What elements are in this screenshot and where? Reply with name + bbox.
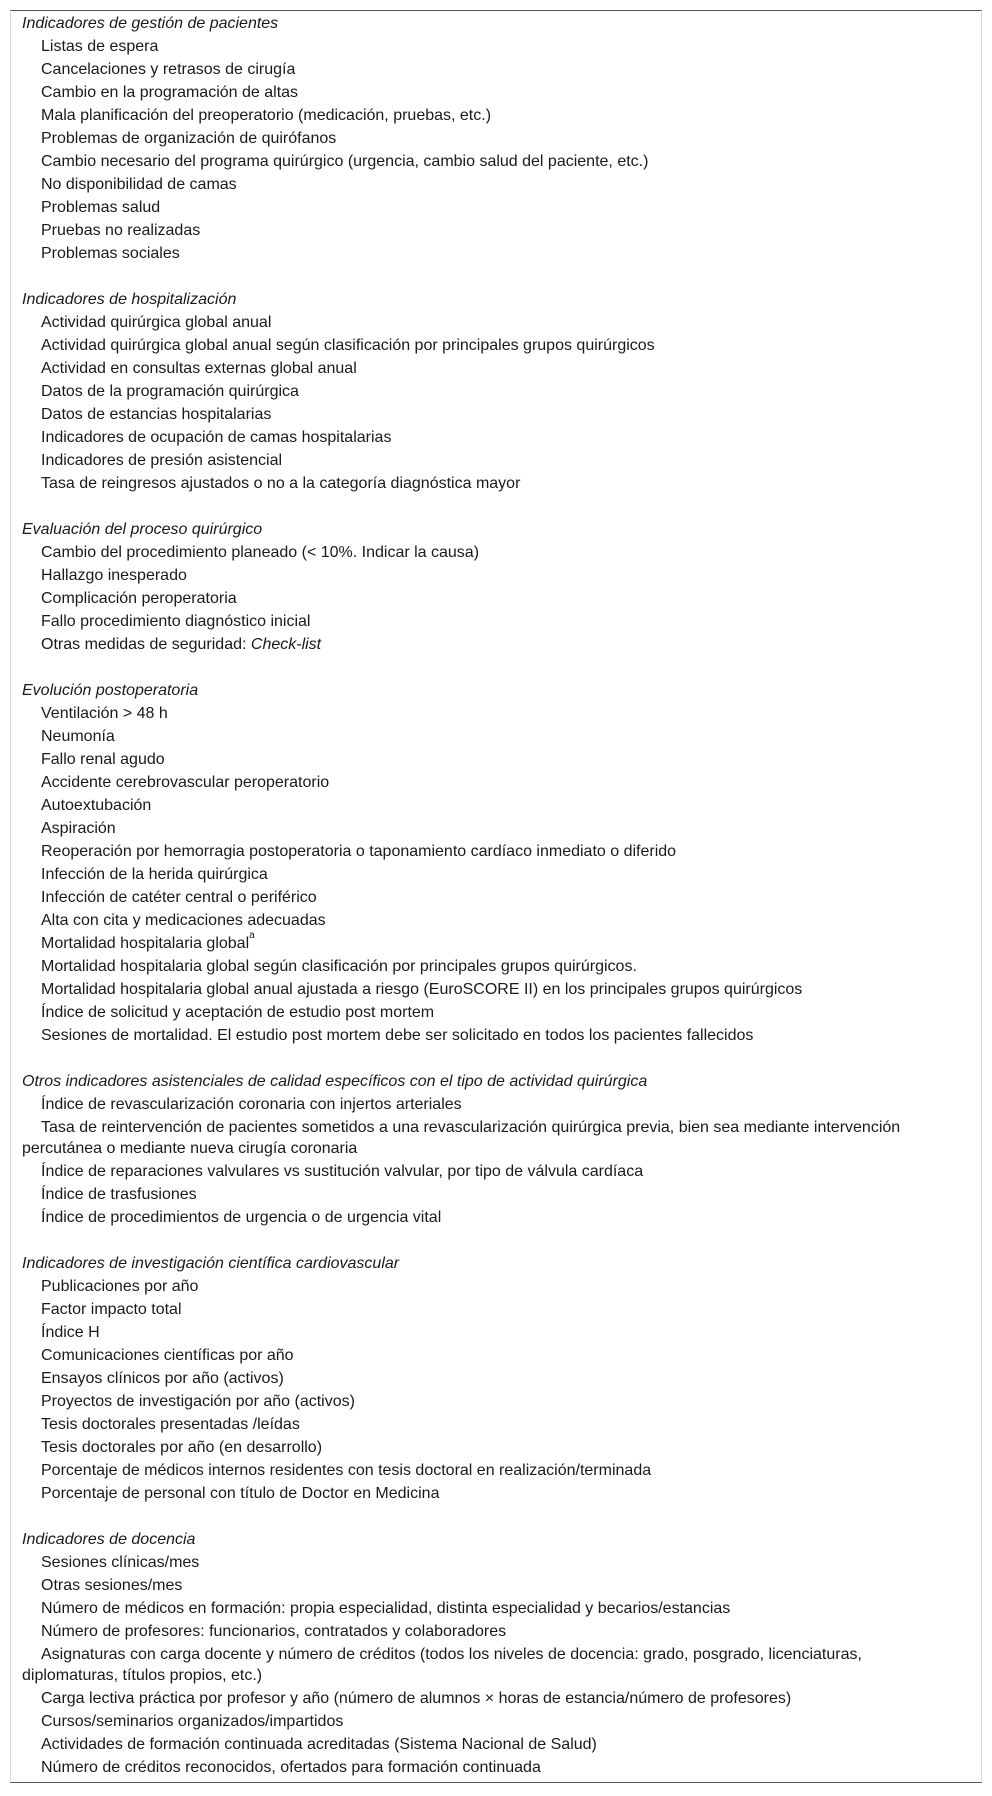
list-item: Cambio en la programación de altas (41, 84, 299, 101)
section-heading: Otros indicadores asistenciales de calidad específicos con el tipo de actividad quirúrgica (22, 1073, 648, 1090)
list-item: Listas de espera (41, 38, 159, 55)
list-item: Problemas sociales (41, 245, 180, 262)
section-heading: Indicadores de gestión de pacientes (22, 15, 279, 32)
list-item: Número de médicos en formación: propia especialidad, distinta especialidad y becarios/estancias (41, 1600, 731, 1617)
section-heading: Indicadores de hospitalización (22, 291, 237, 308)
list-item: Publicaciones por año (41, 1278, 199, 1295)
section-surgical-process (11, 518, 981, 656)
list-item: Pruebas no realizadas (41, 222, 201, 239)
list-item: Cambio necesario del programa quirúrgico (urgencia, cambio salud del paciente, etc.) (41, 153, 649, 170)
list-item: Actividad quirúrgica global anual (41, 314, 272, 331)
indicators-table (10, 10, 982, 1783)
list-item: No disponibilidad de camas (41, 176, 237, 193)
list-item: Porcentaje de personal con título de Doctor en Medicina (41, 1485, 440, 1502)
list-item: Factor impacto total (41, 1301, 182, 1318)
list-item: Número de profesores: funcionarios, contratados y colaboradores (41, 1623, 507, 1640)
list-item: Datos de estancias hospitalarias (41, 406, 272, 423)
list-item: Indicadores de ocupación de camas hospitalarias (41, 429, 392, 446)
list-item: Porcentaje de médicos internos residentes con tesis doctoral en realización/terminada (41, 1462, 652, 1479)
list-item: Complicación peroperatoria (41, 590, 237, 607)
list-item: Alta con cita y medicaciones adecuadas (41, 912, 326, 929)
list-item: Sesiones de mortalidad. El estudio post mortem debe ser solicitado en todos los pacientes fallecidos (41, 1027, 754, 1044)
list-item: Problemas de organización de quirófanos (41, 130, 337, 147)
list-item: Mala planificación del preoperatorio (medicación, pruebas, etc.) (41, 107, 492, 124)
list-item: Cancelaciones y retrasos de cirugía (41, 61, 296, 78)
footnote-marker: a (249, 930, 255, 941)
section-heading: Indicadores de investigación científica cardiovascular (22, 1255, 400, 1272)
list-item: Proyectos de investigación por año (activos) (41, 1393, 355, 1410)
list-item: Infección de la herida quirúrgica (41, 866, 268, 883)
list-item: Asignaturas con carga docente y número de créditos (todos los niveles de docencia: grado, posgrado, licenciaturas, diplomaturas, títulos propios, etc.) (22, 1646, 862, 1684)
list-item: Mortalidad hospitalaria global anual ajustada a riesgo (EuroSCORE II) en los principales grupos quirúrgicos (41, 981, 803, 998)
list-item: Índice de solicitud y aceptación de estudio post mortem (41, 1004, 435, 1021)
list-item: Fallo procedimiento diagnóstico inicial (41, 613, 311, 630)
list-item: Índice de reparaciones valvulares vs sustitución valvular, por tipo de válvula cardíaca (41, 1163, 644, 1180)
list-item: Cursos/seminarios organizados/impartidos (41, 1713, 344, 1730)
list-item: Reoperación por hemorragia postoperatoria o taponamiento cardíaco inmediato o diferido (41, 843, 677, 860)
list-item: Mortalidad hospitalaria global según clasificación por principales grupos quirúrgicos. (41, 958, 637, 975)
list-item-safety-measures (11, 633, 981, 656)
list-item: Tesis doctorales por año (en desarrollo) (41, 1439, 323, 1456)
list-item: Ventilación > 48 h (41, 705, 168, 722)
list-item: Carga lectiva práctica por profesor y año (número de alumnos × horas de estancia/número de profesores) (41, 1690, 792, 1707)
list-item: Tasa de reintervención de pacientes sometidos a una revascularización quirúrgica previa, bien sea mediante intervención percutánea o mediante nueva cirugía coronaria (22, 1119, 901, 1157)
section-patient-management (11, 12, 981, 265)
section-heading: Indicadores de docencia (22, 1531, 196, 1548)
section-hospitalization (11, 288, 981, 495)
list-item: Actividades de formación continuada acreditadas (Sistema Nacional de Salud) (41, 1736, 597, 1753)
section-research (11, 1252, 981, 1505)
section-heading: Evaluación del proceso quirúrgico (22, 521, 263, 538)
list-item: Índice de trasfusiones (41, 1186, 197, 1203)
list-item: Accidente cerebrovascular peroperatorio (41, 774, 330, 791)
list-item: Comunicaciones científicas por año (41, 1347, 294, 1364)
list-item: Otras sesiones/mes (41, 1577, 183, 1594)
list-item: Índice de procedimientos de urgencia o de urgencia vital (41, 1209, 442, 1226)
list-item: Índice de revascularización coronaria con injertos arteriales (41, 1096, 462, 1113)
section-teaching (11, 1528, 981, 1779)
list-item: Tasa de reingresos ajustados o no a la categoría diagnóstica mayor (41, 475, 521, 492)
list-item: Tesis doctorales presentadas /leídas (41, 1416, 300, 1433)
list-item: Neumonía (41, 728, 115, 745)
list-item: Ensayos clínicos por año (activos) (41, 1370, 284, 1387)
section-quality-indicators (11, 1070, 981, 1229)
list-item-mortality (11, 932, 981, 955)
list-item: Datos de la programación quirúrgica (41, 383, 299, 400)
list-item: Actividad quirúrgica global anual según clasificación por principales grupos quirúrgicos (41, 337, 655, 354)
list-item: Cambio del procedimiento planeado (< 10%. Indicar la causa) (41, 544, 480, 561)
list-item: Sesiones clínicas/mes (41, 1554, 200, 1571)
list-item: Fallo renal agudo (41, 751, 165, 768)
list-item: Actividad en consultas externas global anual (41, 360, 357, 377)
list-item: Número de créditos reconocidos, ofertados para formación continuada (41, 1759, 541, 1776)
list-item: Autoextubación (41, 797, 152, 814)
section-postoperative (11, 679, 981, 1047)
list-item: Problemas salud (41, 199, 161, 216)
check-list-term: Check-list (250, 636, 322, 653)
list-item: Hallazgo inesperado (41, 567, 187, 584)
mortality-label: Mortalidad hospitalaria global (41, 935, 250, 952)
list-item: Infección de catéter central o periférico (41, 889, 317, 906)
section-heading: Evolución postoperatoria (22, 682, 199, 699)
list-item: Aspiración (41, 820, 116, 837)
list-item: Índice H (41, 1324, 100, 1341)
list-item: Indicadores de presión asistencial (41, 452, 283, 469)
safety-measures-label: Otras medidas de seguridad: (41, 636, 251, 653)
